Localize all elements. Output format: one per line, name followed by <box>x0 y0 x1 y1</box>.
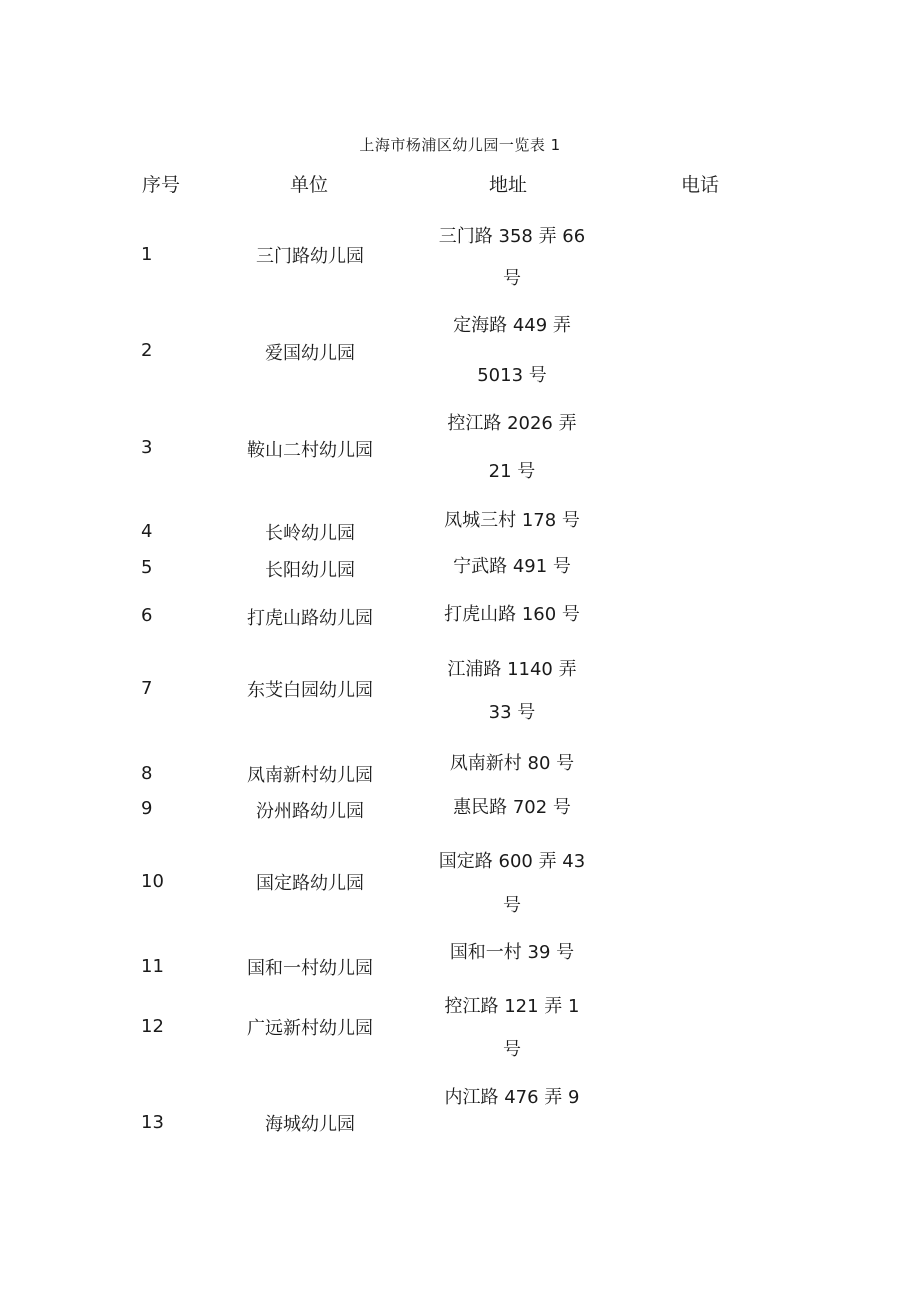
row-12-address-line-2: 号 <box>503 1039 521 1060</box>
row-12-address-line-1: 控江路 121 弄 1 <box>444 996 580 1017</box>
row-8-address-line-1: 凤南新村 80 号 <box>449 753 575 774</box>
row-10-unit: 国定路幼儿园 <box>256 873 364 894</box>
row-7-address-line-1: 江浦路 1140 弄 <box>447 659 577 680</box>
row-12-unit: 广远新村幼儿园 <box>247 1018 373 1039</box>
row-1-address-line-1: 三门路 358 弄 66 <box>438 226 586 247</box>
row-9-unit: 汾州路幼儿园 <box>256 801 364 822</box>
row-13-unit: 海城幼儿园 <box>265 1114 355 1135</box>
row-12-index: 12 <box>141 1016 164 1037</box>
row-6-index: 6 <box>141 605 153 626</box>
row-13-address-line-1: 内江路 476 弄 9 <box>444 1087 580 1108</box>
row-7-address-line-2: 33 号 <box>488 702 536 723</box>
header-address: 地址 <box>489 174 528 196</box>
row-3-unit: 鞍山二村幼儿园 <box>247 440 373 461</box>
row-10-index: 10 <box>141 871 164 892</box>
row-9-address-line-1: 惠民路 702 号 <box>453 797 571 818</box>
row-5-index: 5 <box>141 557 153 578</box>
row-13-index: 13 <box>141 1112 164 1133</box>
header-index: 序号 <box>142 174 181 196</box>
row-10-address-line-2: 号 <box>503 895 521 916</box>
row-10-address-line-1: 国定路 600 弄 43 <box>438 851 586 872</box>
row-2-unit: 爱国幼儿园 <box>265 343 355 364</box>
row-3-address-line-2: 21 号 <box>488 461 536 482</box>
row-6-address-line-1: 打虎山路 160 号 <box>444 604 580 625</box>
row-4-unit: 长岭幼儿园 <box>265 523 355 544</box>
row-1-index: 1 <box>141 244 153 265</box>
row-3-index: 3 <box>141 437 153 458</box>
row-5-address-line-1: 宁武路 491 号 <box>453 556 571 577</box>
row-4-index: 4 <box>141 521 153 542</box>
header-phone: 电话 <box>681 174 720 196</box>
header-unit: 单位 <box>290 174 329 196</box>
row-2-address-line-1: 定海路 449 弄 <box>453 315 571 336</box>
row-4-address-line-1: 凤城三村 178 号 <box>444 510 580 531</box>
row-8-index: 8 <box>141 763 153 784</box>
row-11-unit: 国和一村幼儿园 <box>247 958 373 979</box>
row-6-unit: 打虎山路幼儿园 <box>247 608 373 629</box>
document-title: 上海市杨浦区幼儿园一览表 1 <box>359 136 561 154</box>
row-7-index: 7 <box>141 678 153 699</box>
row-11-index: 11 <box>141 956 164 977</box>
row-9-index: 9 <box>141 798 153 819</box>
row-5-unit: 长阳幼儿园 <box>265 560 355 581</box>
row-1-address-line-2: 号 <box>503 268 521 289</box>
row-8-unit: 凤南新村幼儿园 <box>247 765 373 786</box>
row-7-unit: 东芠白园幼儿园 <box>247 680 373 701</box>
row-2-index: 2 <box>141 340 153 361</box>
row-11-address-line-1: 国和一村 39 号 <box>449 942 575 963</box>
row-1-unit: 三门路幼儿园 <box>256 246 364 267</box>
row-3-address-line-1: 控江路 2026 弄 <box>447 413 577 434</box>
row-2-address-line-2: 5013 号 <box>477 365 547 386</box>
